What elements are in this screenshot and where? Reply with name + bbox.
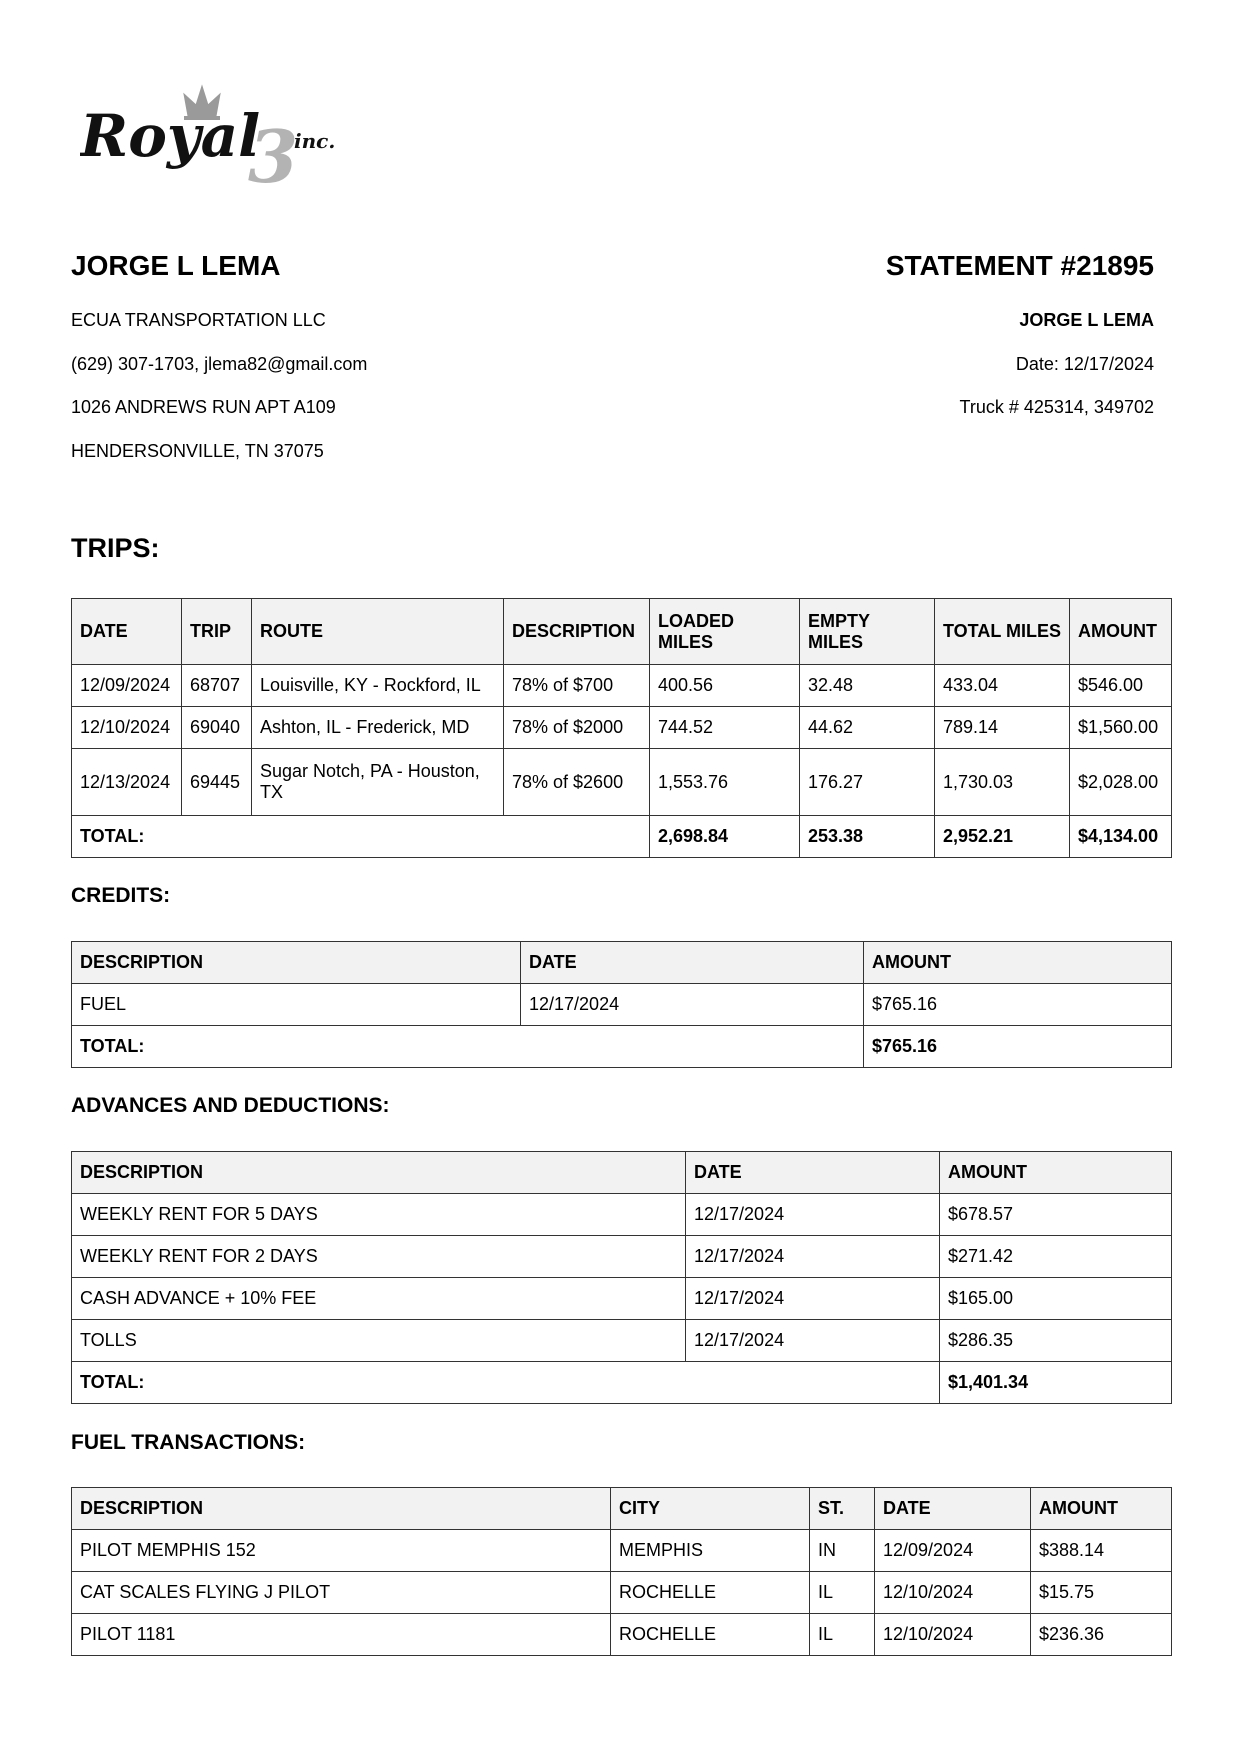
cell-amount: $236.36 — [1031, 1614, 1172, 1656]
cell-description: WEEKLY RENT FOR 5 DAYS — [72, 1194, 686, 1236]
table-header-row — [72, 1152, 1172, 1194]
logo-suffix: inc. — [294, 129, 336, 153]
col-header-amount: AMOUNT — [1031, 1488, 1172, 1530]
cell-route: Louisville, KY - Rockford, IL — [252, 665, 504, 707]
col-header-empty-miles: EMPTY MILES — [800, 599, 935, 665]
cell-description: 78% of $2600 — [504, 749, 650, 816]
cell-city: ROCHELLE — [611, 1614, 810, 1656]
company-logo — [80, 78, 380, 188]
table-row — [72, 1614, 1172, 1656]
cell-description: 78% of $700 — [504, 665, 650, 707]
table-row — [72, 1236, 1172, 1278]
cell-amount: $546.00 — [1070, 665, 1172, 707]
cell-amount: $286.35 — [940, 1320, 1172, 1362]
fuel-table — [71, 1487, 1172, 1656]
credits-table — [71, 941, 1172, 1068]
total-loaded-miles: 2,698.84 — [650, 816, 800, 858]
cell-city: MEMPHIS — [611, 1530, 810, 1572]
address-line-2: HENDERSONVILLE, TN 37075 — [71, 441, 324, 461]
cell-route: Sugar Notch, PA - Houston, TX — [252, 749, 504, 816]
cell-date: 12/17/2024 — [686, 1194, 940, 1236]
col-header-trip: TRIP — [182, 599, 252, 665]
cell-state: IL — [810, 1614, 875, 1656]
credits-section-title: CREDITS: — [71, 884, 171, 907]
cell-city: ROCHELLE — [611, 1572, 810, 1614]
cell-amount: $271.42 — [940, 1236, 1172, 1278]
cell-date: 12/17/2024 — [686, 1320, 940, 1362]
advances-section-title: ADVANCES AND DEDUCTIONS: — [71, 1094, 390, 1117]
col-header-state: ST. — [810, 1488, 875, 1530]
statement-number: STATEMENT #21895 — [885, 250, 1154, 281]
col-header-date: DATE — [72, 599, 182, 665]
company-name: ECUA TRANSPORTATION LLC — [71, 310, 326, 330]
cell-amount: $388.14 — [1031, 1530, 1172, 1572]
col-header-amount: AMOUNT — [864, 942, 1172, 984]
cell-date: 12/17/2024 — [521, 984, 864, 1026]
cell-description: TOLLS — [72, 1320, 686, 1362]
cell-date: 12/09/2024 — [72, 665, 182, 707]
trips-section-title: TRIPS: — [71, 533, 160, 563]
cell-description: FUEL — [72, 984, 521, 1026]
total-amount: $4,134.00 — [1070, 816, 1172, 858]
driver-name: JORGE L LEMA — [71, 250, 281, 281]
cell-description: 78% of $2000 — [504, 707, 650, 749]
col-header-route: ROUTE — [252, 599, 504, 665]
cell-amount: $678.57 — [940, 1194, 1172, 1236]
cell-route: Ashton, IL - Frederick, MD — [252, 707, 504, 749]
statement-driver-name: JORGE L LEMA — [1019, 310, 1154, 330]
cell-amount: $165.00 — [940, 1278, 1172, 1320]
col-header-total-miles: TOTAL MILES — [935, 599, 1070, 665]
cell-date: 12/17/2024 — [686, 1278, 940, 1320]
total-row — [72, 816, 1172, 858]
col-header-description: DESCRIPTION — [72, 1488, 611, 1530]
cell-date: 12/09/2024 — [875, 1530, 1031, 1572]
cell-loaded-miles: 1,553.76 — [650, 749, 800, 816]
table-row — [72, 984, 1172, 1026]
cell-trip: 68707 — [182, 665, 252, 707]
cell-loaded-miles: 400.56 — [650, 665, 800, 707]
total-row — [72, 1026, 1172, 1068]
total-label: TOTAL: — [72, 816, 650, 858]
cell-state: IL — [810, 1572, 875, 1614]
cell-total-miles: 789.14 — [935, 707, 1070, 749]
table-row — [72, 1572, 1172, 1614]
table-row — [72, 1278, 1172, 1320]
table-row — [72, 1194, 1172, 1236]
col-header-amount: AMOUNT — [1070, 599, 1172, 665]
table-header-row — [72, 599, 1172, 665]
cell-total-miles: 1,730.03 — [935, 749, 1070, 816]
cell-loaded-miles: 744.52 — [650, 707, 800, 749]
cell-description: CASH ADVANCE + 10% FEE — [72, 1278, 686, 1320]
table-header-row — [72, 942, 1172, 984]
total-amount: $765.16 — [864, 1026, 1172, 1068]
cell-amount: $765.16 — [864, 984, 1172, 1026]
cell-empty-miles: 44.62 — [800, 707, 935, 749]
cell-description: WEEKLY RENT FOR 2 DAYS — [72, 1236, 686, 1278]
col-header-city: CITY — [611, 1488, 810, 1530]
cell-amount: $15.75 — [1031, 1572, 1172, 1614]
cell-amount: $2,028.00 — [1070, 749, 1172, 816]
contact-info: (629) 307-1703, jlema82@gmail.com — [71, 354, 368, 374]
total-empty-miles: 253.38 — [800, 816, 935, 858]
logo-numeral: 3 — [248, 114, 299, 188]
cell-empty-miles: 176.27 — [800, 749, 935, 816]
col-header-date: DATE — [686, 1152, 940, 1194]
cell-state: IN — [810, 1530, 875, 1572]
statement-date: Date: 12/17/2024 — [1015, 354, 1154, 374]
table-row — [72, 1320, 1172, 1362]
table-row — [72, 749, 1172, 816]
cell-description: PILOT MEMPHIS 152 — [72, 1530, 611, 1572]
cell-date: 12/10/2024 — [875, 1614, 1031, 1656]
table-row — [72, 707, 1172, 749]
cell-trip: 69040 — [182, 707, 252, 749]
cell-description: PILOT 1181 — [72, 1614, 611, 1656]
cell-date: 12/17/2024 — [686, 1236, 940, 1278]
col-header-description: DESCRIPTION — [72, 942, 521, 984]
truck-numbers: Truck # 425314, 349702 — [959, 397, 1154, 417]
table-row — [72, 665, 1172, 707]
fuel-section-title: FUEL TRANSACTIONS: — [71, 1431, 306, 1454]
col-header-date: DATE — [875, 1488, 1031, 1530]
col-header-description: DESCRIPTION — [72, 1152, 686, 1194]
col-header-date: DATE — [521, 942, 864, 984]
trips-table — [71, 598, 1172, 858]
table-header-row — [72, 1488, 1172, 1530]
logo-script: Royal — [80, 102, 261, 170]
total-label: TOTAL: — [72, 1026, 864, 1068]
advances-table — [71, 1151, 1172, 1404]
col-header-loaded-miles: LOADED MILES — [650, 599, 800, 665]
total-amount: $1,401.34 — [940, 1362, 1172, 1404]
table-row — [72, 1530, 1172, 1572]
cell-date: 12/13/2024 — [72, 749, 182, 816]
cell-date: 12/10/2024 — [875, 1572, 1031, 1614]
total-total-miles: 2,952.21 — [935, 816, 1070, 858]
total-row — [72, 1362, 1172, 1404]
cell-date: 12/10/2024 — [72, 707, 182, 749]
address-line-1: 1026 ANDREWS RUN APT A109 — [71, 397, 336, 417]
cell-description: CAT SCALES FLYING J PILOT — [72, 1572, 611, 1614]
cell-trip: 69445 — [182, 749, 252, 816]
cell-empty-miles: 32.48 — [800, 665, 935, 707]
col-header-description: DESCRIPTION — [504, 599, 650, 665]
cell-amount: $1,560.00 — [1070, 707, 1172, 749]
col-header-amount: AMOUNT — [940, 1152, 1172, 1194]
cell-total-miles: 433.04 — [935, 665, 1070, 707]
total-label: TOTAL: — [72, 1362, 940, 1404]
